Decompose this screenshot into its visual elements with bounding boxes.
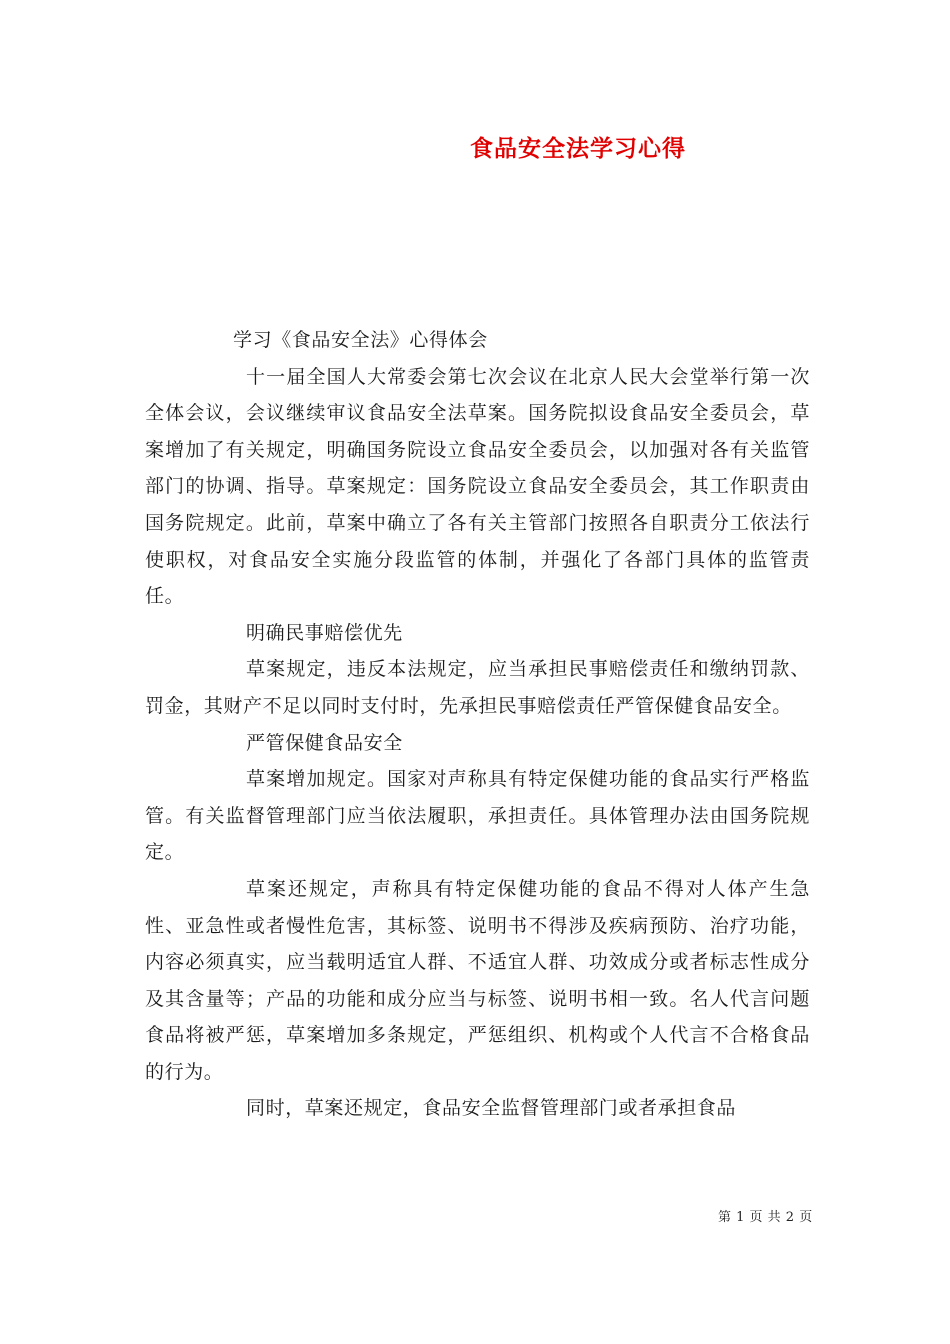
paragraph-health-food: 草案增加规定。国家对声称具有特定保健功能的食品实行严格监管。有关监督管理部门应当依法履职，承担责任。具体管理办法由国务院规定。 [145,768,810,864]
paragraph-intro: 十一届全国人大常委会第七次会议在北京人民大会堂举行第一次全体会议，会议继续审议食品安全法草案。国务院拟设食品安全委员会，草案增加了有关规定，明确国务院设立食品安全委员会，以加强对各有关监管部门的协调、指导。草案规定：国务院设立食品安全委员会，其工作职责由国务院规定。此前，草案中确立了各有关主管部门按照各自职责分工依法行使职权，对食品安全实施分段监管的体制，并强化了各部门具体的监管责任。 [145,365,810,608]
document-subtitle: 学习《食品安全法》心得体会 [233,329,488,351]
document-body [145,322,810,1127]
page-number-footer: 第 1 页 共 2 页 [718,1210,813,1225]
document-title: 食品安全法学习心得 [470,135,686,162]
paragraph-civil-compensation: 草案规定，违反本法规定，应当承担民事赔偿责任和缴纳罚款、罚金，其财产不足以同时支付时，先承担民事赔偿责任严管保健食品安全。 [145,658,810,717]
section-heading-health-food: 严管保健食品安全 [246,731,403,754]
paragraph-health-food-labels: 草案还规定，声称具有特定保健功能的食品不得对人体产生急性、亚急性或者慢性危害，其标签、说明书不得涉及疾病预防、治疗功能，内容必须真实，应当载明适宜人群、不适宜人群、功效成分或者标志性成分及其含量等；产品的功能和成分应当与标签、说明书相一致。名人代言问题食品将被严惩，草案增加多条规定，严惩组织、机构或个人代言不合格食品的行为。 [145,877,810,1083]
paragraph-supervision: 同时，草案还规定，食品安全监督管理部门或者承担食品 [246,1097,737,1120]
section-heading-civil-compensation: 明确民事赔偿优先 [246,621,403,644]
